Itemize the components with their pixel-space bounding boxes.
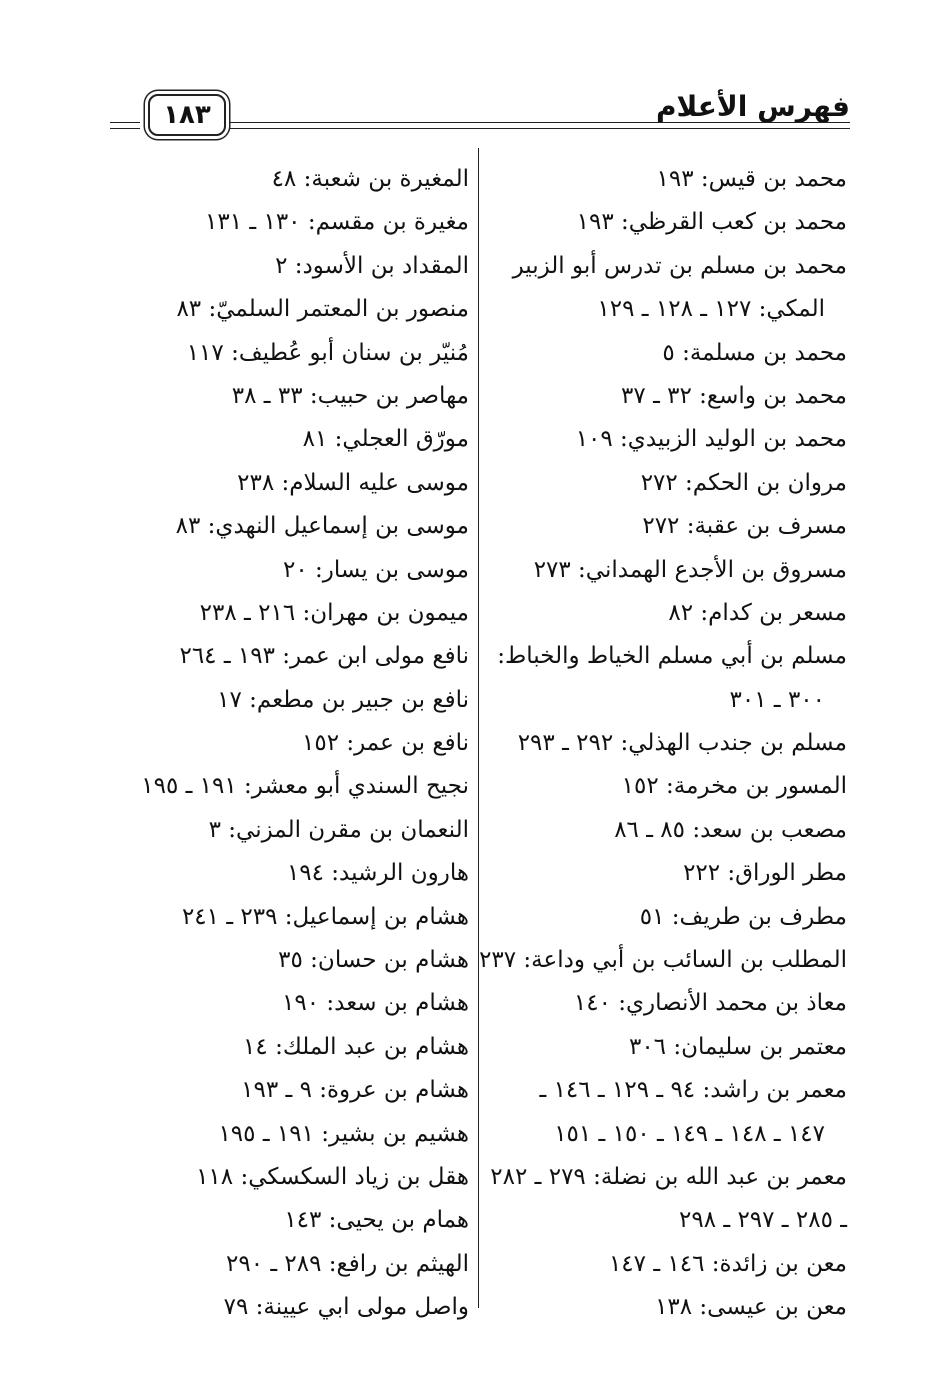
index-entry: موسى بن إسماعيل النهدي: ٨٣ (175, 513, 469, 540)
index-entry: موسى بن يسار: ٢٠ (283, 556, 469, 583)
index-entry: المقداد بن الأسود: ٢ (275, 252, 469, 279)
index-entry: محمد بن واسع: ٣٢ ـ ٣٧ (621, 382, 847, 409)
index-entry: هقل بن زياد السكسكي: ١١٨ (196, 1163, 469, 1190)
index-entry: الهيثم بن رافع: ٢٨٩ ـ ٢٩٠ (225, 1250, 469, 1277)
page-number: ١٨٣ (148, 94, 226, 136)
index-entry: معتمر بن سليمان: ٣٠٦ (628, 1033, 847, 1060)
index-entry: معمر بن عبد الله بن نضلة: ٢٧٩ ـ ٢٨٢ (490, 1163, 847, 1190)
index-entry: محمد بن قيس: ١٩٣ (656, 166, 847, 192)
header-rule (230, 128, 850, 129)
page-title: فهرس الأعلام (656, 90, 850, 123)
index-entry: ٣٠٠ ـ ٣٠١ (729, 686, 825, 713)
index-entry: النعمان بن مقرن المزني: ٣ (208, 816, 469, 843)
index-entry: مروان بن الحكم: ٢٧٢ (640, 469, 847, 496)
index-entry: هشام بن عروة: ٩ ـ ١٩٣ (241, 1077, 469, 1104)
index-entry: نافع بن عمر: ١٥٢ (301, 730, 469, 757)
index-entry: مسعر بن كدام: ٨٢ (668, 599, 847, 626)
index-entry: موسى عليه السلام: ٢٣٨ (237, 469, 469, 496)
page-header (110, 84, 850, 140)
index-entry: المطلب بن السائب بن أبي وداعة: ٢٣٧ (479, 947, 847, 974)
index-entry: نافع مولى ابن عمر: ١٩٣ ـ ٢٦٤ (179, 643, 469, 670)
index-entry: همام بن يحيى: ١٤٣ (284, 1207, 469, 1234)
index-entry: واصل مولى ابي عيينة: ٧٩ (223, 1294, 469, 1321)
index-entry: مطرف بن طريف: ٥١ (639, 903, 847, 930)
index-entry: هارون الرشيد: ١٩٤ (286, 860, 469, 887)
index-entry: مسروق بن الأجدع الهمداني: ٢٧٣ (533, 556, 847, 583)
index-entry: مسرف بن عقبة: ٢٧٢ (642, 513, 847, 540)
index-entry: مهاصر بن حبيب: ٣٣ ـ ٣٨ (231, 382, 469, 409)
index-entry: هشام بن سعد: ١٩٠ (282, 990, 469, 1017)
index-entry: معمر بن راشد: ٩٤ ـ ١٢٩ ـ ١٤٦ ـ (539, 1077, 847, 1104)
index-entry: ميمون بن مهران: ٢١٦ ـ ٢٣٨ (199, 599, 469, 626)
index-entry: معن بن زائدة: ١٤٦ ـ ١٤٧ (608, 1250, 847, 1277)
index-entry: محمد بن الوليد الزبيدي: ١٠٩ (575, 426, 847, 453)
index-entry: هشام بن حسان: ٣٥ (278, 947, 469, 974)
index-entry: نجيح السندي أبو معشر: ١٩١ ـ ١٩٥ (141, 773, 469, 800)
header-rule (110, 128, 140, 129)
index-entry: مسلم بن جندب الهذلي: ٢٩٢ ـ ٢٩٣ (517, 730, 847, 757)
index-entry: هشام بن إسماعيل: ٢٣٩ ـ ٢٤١ (181, 903, 469, 930)
index-entry: نافع بن جبير بن مطعم: ١٧ (217, 686, 469, 713)
index-entry: محمد بن مسلم بن تدرس أبو الزبير (512, 252, 847, 279)
index-entry: هشام بن عبد الملك: ١٤ (243, 1033, 469, 1060)
index-entry: معاذ بن محمد الأنصاري: ١٤٠ (573, 990, 847, 1017)
index-entry: محمد بن كعب القرظي: ١٩٣ (576, 209, 847, 236)
index-entry: منصور بن المعتمر السلميّ: ٨٣ (176, 296, 469, 323)
index-entry: مُنيّر بن سنان أبو عُطيف: ١١٧ (186, 339, 469, 366)
right-column (477, 158, 847, 1330)
index-entry: مطر الوراق: ٢٢٢ (683, 860, 847, 887)
index-entry: مصعب بن سعد: ٨٥ ـ ٨٦ (614, 816, 847, 843)
index-entry: هشيم بن بشير: ١٩١ ـ ١٩٥ (218, 1120, 469, 1147)
index-entry: ـ ٢٨٥ ـ ٢٩٧ ـ ٢٩٨ (679, 1207, 847, 1234)
index-entry: المسور بن مخرمة: ١٥٢ (621, 773, 847, 800)
index-entry: المكي: ١٢٧ ـ ١٢٨ ـ ١٢٩ (597, 296, 825, 323)
index-entry: ١٤٧ ـ ١٤٨ ـ ١٤٩ ـ ١٥٠ ـ ١٥١ (554, 1120, 825, 1147)
index-entry: مسلم بن أبي مسلم الخياط والخباط: (497, 643, 847, 670)
index-entry: معن بن عيسى: ١٣٨ (655, 1294, 847, 1321)
index-entry: مورّق العجلي: ٨١ (302, 426, 469, 453)
index-entry: المغيرة بن شعبة: ٤٨ (271, 166, 469, 192)
index-entry: محمد بن مسلمة: ٥ (662, 339, 847, 366)
header-rule (110, 122, 140, 123)
header-rule (230, 122, 850, 123)
left-column (109, 158, 469, 1330)
index-entry: مغيرة بن مقسم: ١٣٠ ـ ١٣١ (205, 209, 469, 236)
